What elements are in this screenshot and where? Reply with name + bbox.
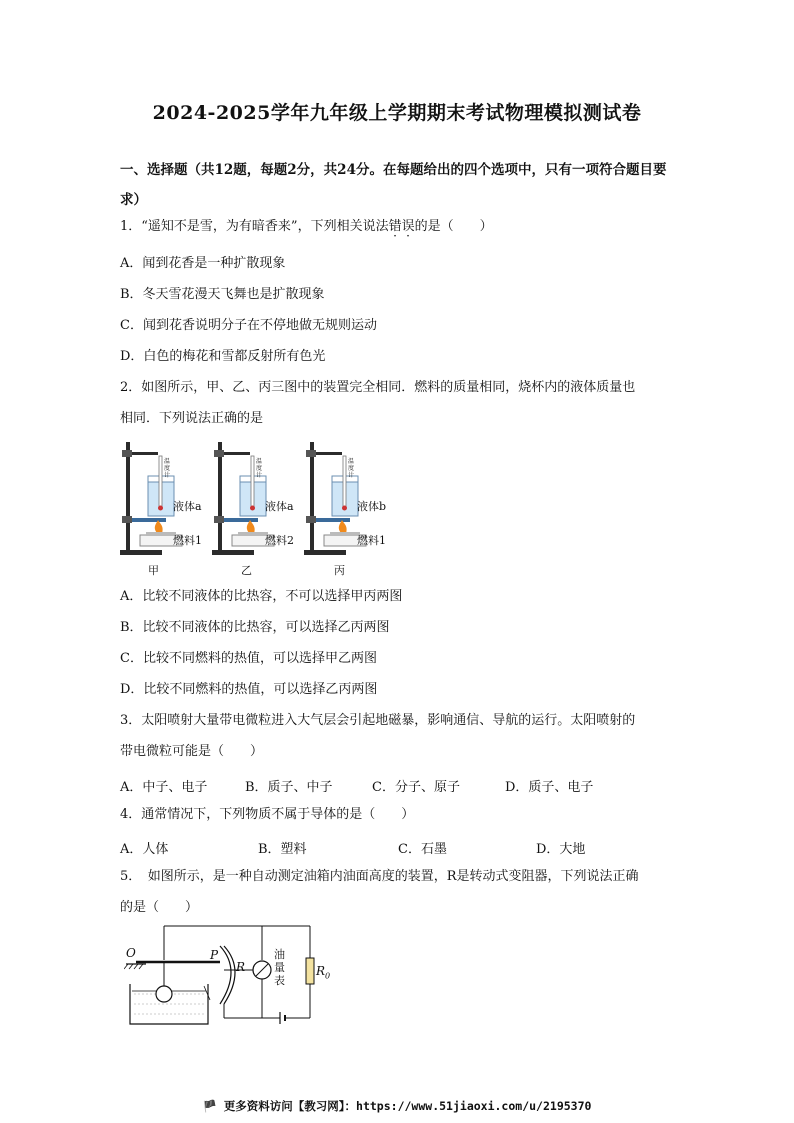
emphasis-mark: 错 — [388, 219, 402, 234]
section-heading-line-1: 一、选择题（共12题，每题2分，共24分。在每题给出的四个选项中，只有一项符合题目要 — [120, 162, 667, 178]
q2-stem-line-1: 2．如图所示，甲、乙、丙三图中的装置完全相同．燃料的质量相同，烧杯内的液体质量也 — [120, 380, 636, 395]
q1-option-c: C．闻到花香说明分子在不停地做无规则运动 — [120, 318, 377, 333]
thermometer-label: 温度计 — [164, 458, 171, 479]
resistor-label: R — [236, 960, 246, 974]
fuel-label: 燃料2 — [265, 534, 294, 547]
q1-option-a: A．闻到花香是一种扩散现象 — [120, 256, 286, 271]
footer-link[interactable]: 🏴 更多资料访问【教习网】：https://www.51jiaoxi.com/u/2195370 — [202, 1099, 592, 1113]
liquid-label: 液体a — [265, 500, 294, 513]
apparatus-drawing — [118, 438, 398, 558]
thermometer-label: 温度计 — [256, 458, 263, 479]
q3-stem-line-2: 带电微粒可能是（ ） — [120, 744, 264, 759]
thermometer-label: 温度计 — [348, 458, 355, 479]
q3-option-b: B．质子、中子 — [245, 780, 333, 795]
liquid-label: 液体b — [357, 500, 387, 513]
q3-stem-line-1: 3．太阳喷射大量带电微粒进入大气层会引起地磁暴，影响通信、导航的运行。太阳喷射的 — [120, 713, 636, 728]
fuel-label: 燃料1 — [173, 534, 202, 547]
oil-meter-label: 油 量 表 — [274, 948, 285, 987]
q4-stem: 4．通常情况下，下列物质不属于导体的是（ ） — [120, 807, 415, 822]
q2-option-d: D．比较不同燃料的热值，可以选择乙丙两图 — [120, 682, 378, 697]
q5-stem-line-1: 5． 如图所示，是一种自动测定油箱内油面高度的装置，R是转动式变阻器，下列说法正确 — [120, 869, 639, 884]
page-title: 2024-2025学年九年级上学期期末考试物理模拟测试卷 — [152, 102, 642, 124]
emphasis-mark: 误 — [401, 219, 415, 234]
q3-option-d: D．质子、电子 — [505, 780, 594, 795]
q2-option-a: A．比较不同液体的比热容，不可以选择甲丙两图 — [120, 589, 403, 604]
q5-stem-line-2: 的是（ ） — [120, 900, 199, 915]
liquid-label: 液体a — [173, 500, 202, 513]
q4-option-c: C．石墨 — [398, 842, 447, 857]
figure-caption: 乙 — [241, 564, 252, 577]
oil-gauge-circuit-figure — [124, 924, 334, 1028]
q1-stem: 1．“遥知不是雪，为有暗香来”，下列相关说法错误的是（ ） — [120, 219, 493, 234]
fuel-label: 燃料1 — [357, 534, 386, 547]
q2-option-b: B．比较不同液体的比热容，可以选择乙丙两图 — [120, 620, 390, 635]
q4-option-b: B．塑料 — [258, 842, 307, 857]
q3-option-c: C．分子、原子 — [372, 780, 460, 795]
q4-option-d: D．大地 — [536, 842, 586, 857]
figure-caption: 丙 — [334, 564, 345, 577]
r0-label: $R_0$ — [316, 964, 331, 981]
figure-caption: 甲 — [148, 564, 159, 577]
q2-option-c: C．比较不同燃料的热值，可以选择甲乙两图 — [120, 651, 377, 666]
q3-option-a: A．中子、电子 — [120, 780, 208, 795]
heating-apparatus-figure — [118, 438, 398, 578]
q1-option-d: D．白色的梅花和雪都反射所有色光 — [120, 349, 326, 364]
q2-stem-line-2: 相同．下列说法正确的是 — [120, 411, 264, 426]
section-heading-line-2: 求） — [120, 192, 147, 208]
q1-option-b: B．冬天雪花漫天飞舞也是扩散现象 — [120, 287, 325, 302]
q4-option-a: A．人体 — [120, 842, 169, 857]
pivot-label: O — [126, 946, 136, 960]
oil-gauge-circuit-drawing — [124, 924, 334, 1028]
section-heading — [120, 155, 680, 215]
slider-label: P — [210, 948, 219, 962]
